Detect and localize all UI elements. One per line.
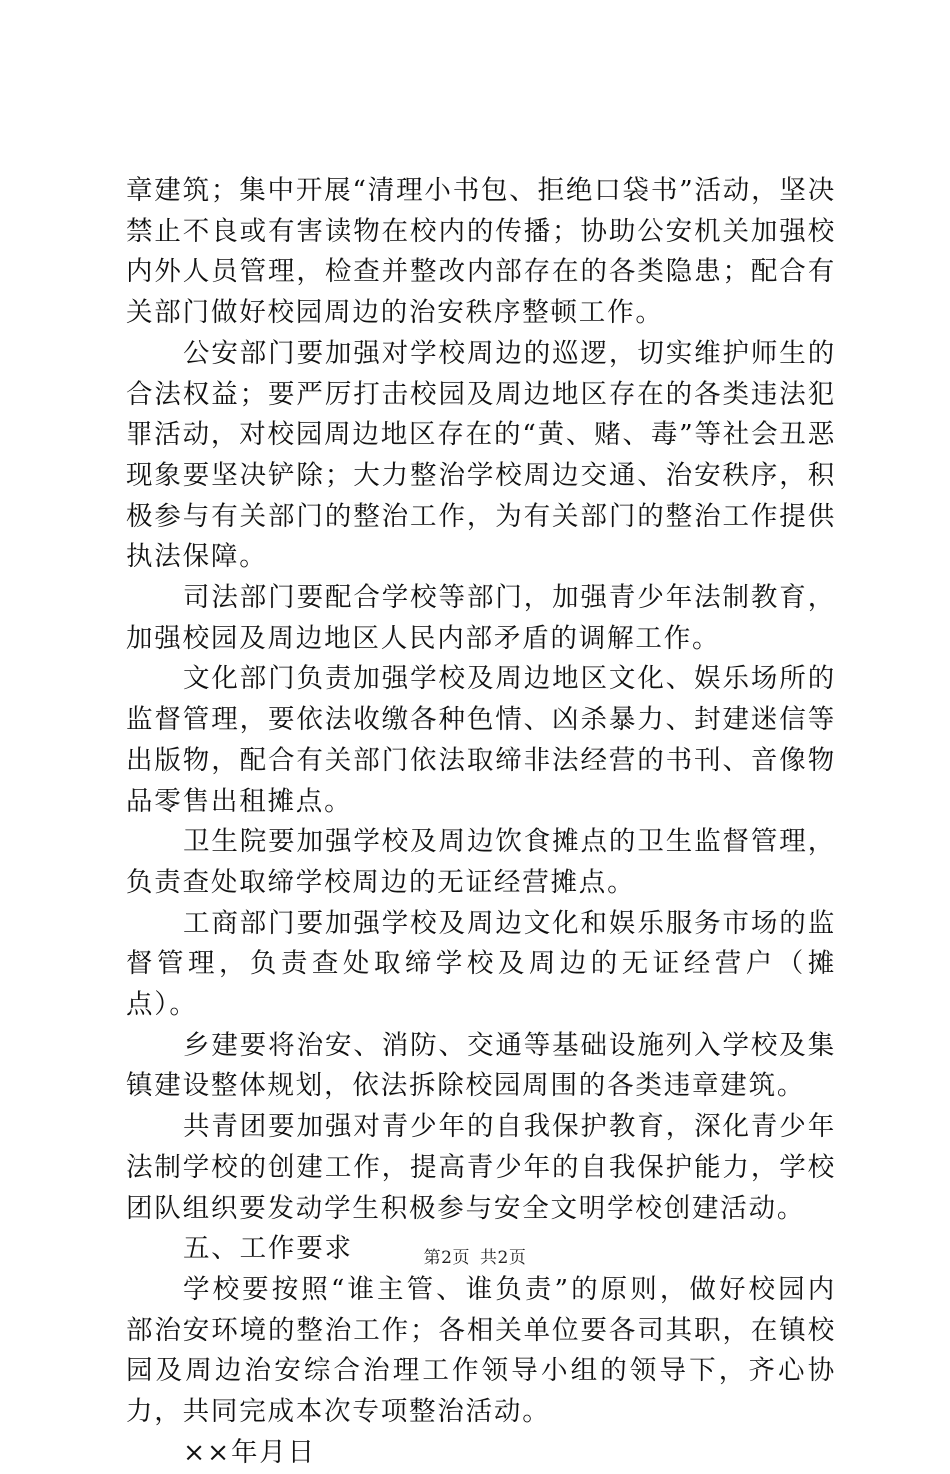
document-body bbox=[126, 171, 836, 1474]
paragraph-continuation: 章建筑；集中开展“清理小书包、拒绝口袋书”活动，坚决禁止不良或有害读物在校内的传播；协助公安机关加强校内外人员管理，检查并整改内部存在的各类隐患；配合有关部门做好校园周边的治安秩序整顿工作。 bbox=[126, 175, 836, 329]
paragraph-culture: 文化部门负责加强学校及周边地区文化、娱乐场所的监督管理，要依法收缴各种色情、凶杀暴力、封建迷信等出版物，配合有关部门依法取缔非法经营的书刊、音像物品零售出租摊点。 bbox=[126, 663, 836, 817]
paragraph-public-security: 公安部门要加强对学校周边的巡逻，切实维护师生的合法权益；要严厉打击校园及周边地区存在的各类违法犯罪活动，对校园周边地区存在的“黄、赌、毒”等社会丑恶现象要坚决铲除；大力整治学校周边交通、治安秩序，积极参与有关部门的整治工作，为有关部门的整治工作提供执法保障。 bbox=[126, 337, 836, 573]
document-date: ××年月日 bbox=[183, 1436, 316, 1468]
paragraph-commerce: 工商部门要加强学校及周边文化和娱乐服务市场的监督管理，负责查处取缔学校及周边的无证经营户（摊点）。 bbox=[126, 907, 836, 1021]
paragraph-health: 卫生院要加强学校及周边饮食摊点的卫生监督管理，负责查处取缔学校周边的无证经营摊点。 bbox=[126, 826, 836, 898]
paragraph-judicial: 司法部门要配合学校等部门，加强青少年法制教育，加强校园及周边地区人民内部矛盾的调解工作。 bbox=[126, 582, 836, 654]
page-total: 共2页 bbox=[480, 1248, 527, 1268]
paragraph-school-responsibility: 学校要按照“谁主管、谁负责”的原则，做好校园内部治安环境的整治工作；各相关单位要各司其职，在镇校园及周边治安综合治理工作领导小组的领导下，齐心协力，共同完成本次专项整治活动。 bbox=[126, 1273, 836, 1428]
page-footer bbox=[0, 1243, 950, 1268]
paragraph-youth-league: 共青团要加强对青少年的自我保护教育，深化青少年法制学校的创建工作，提高青少年的自我保护能力，学校团队组织要发动学生积极参与安全文明学校创建活动。 bbox=[126, 1111, 836, 1224]
page-number: 第2页 bbox=[423, 1248, 470, 1268]
section-heading-work-requirements: 五、工作要求 bbox=[183, 1233, 353, 1265]
paragraph-township-construction: 乡建要将治安、消防、交通等基础设施列入学校及集镇建设整体规划，依法拆除校园周围的各类违章建筑。 bbox=[126, 1029, 836, 1102]
